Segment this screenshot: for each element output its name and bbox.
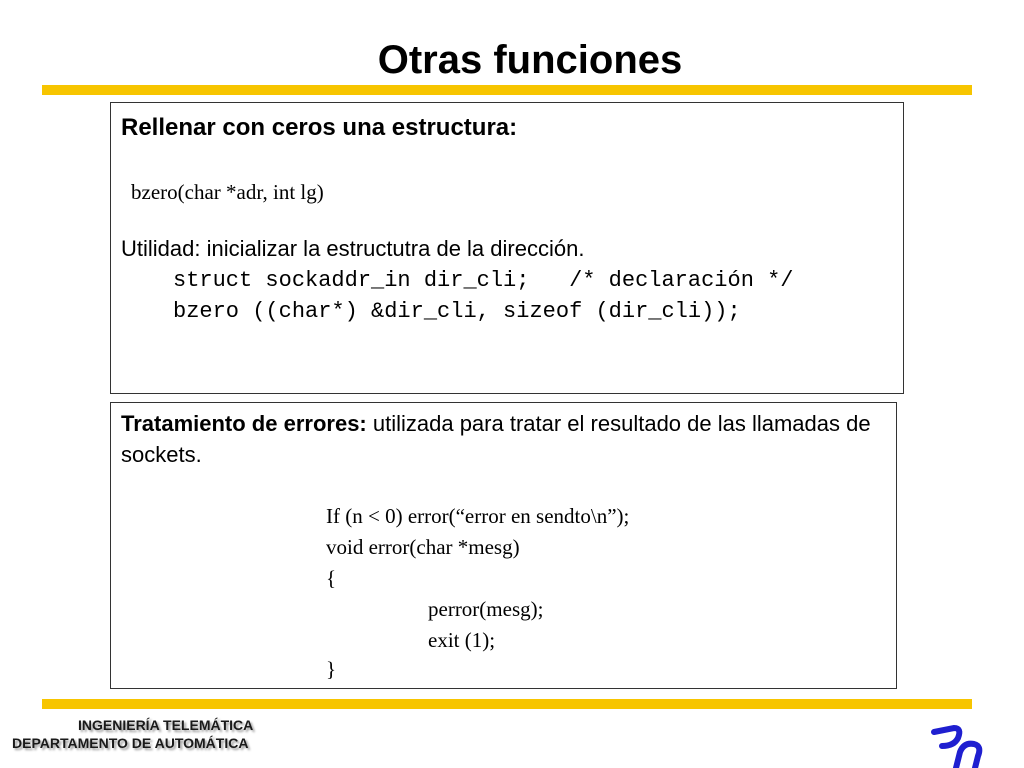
department-logo-icon [928,722,988,768]
error-code-line-5: exit (1); [428,628,496,652]
error-code-line-3: { [326,566,337,590]
error-code-line-6: } [326,657,337,681]
bzero-utility: Utilidad: inicializar la estructutra de la dirección. [121,236,585,261]
footer-line-1: INGENIERÍA TELEMÁTICA [78,717,254,733]
error-code-line-2: void error(char *mesg) [326,535,520,559]
bzero-heading: Rellenar con ceros una estructura: [121,114,518,141]
bzero-code-line-1: struct sockaddr_in dir_cli; /* declaración */ [173,268,794,293]
slide-title: Otras funciones [377,38,683,82]
top-accent-bar [42,85,972,95]
bzero-code-line-2: bzero ((char*) &dir_cli, sizeof (dir_cli)); [173,299,741,324]
bzero-prototype: bzero(char *adr, int lg) [131,180,324,204]
error-heading: Tratamiento de errores: [121,411,367,436]
error-description [121,408,881,470]
error-code-line-1: If (n < 0) error(“error en sendto\n”); [326,504,630,528]
error-description-text: utilizada para tratar el resultado de las llamadas de sockets. [121,411,871,467]
error-code-line-4: perror(mesg); [428,597,544,621]
bottom-accent-bar [42,699,972,709]
footer-line-2: DEPARTAMENTO DE AUTOMÁTICA [12,735,249,751]
